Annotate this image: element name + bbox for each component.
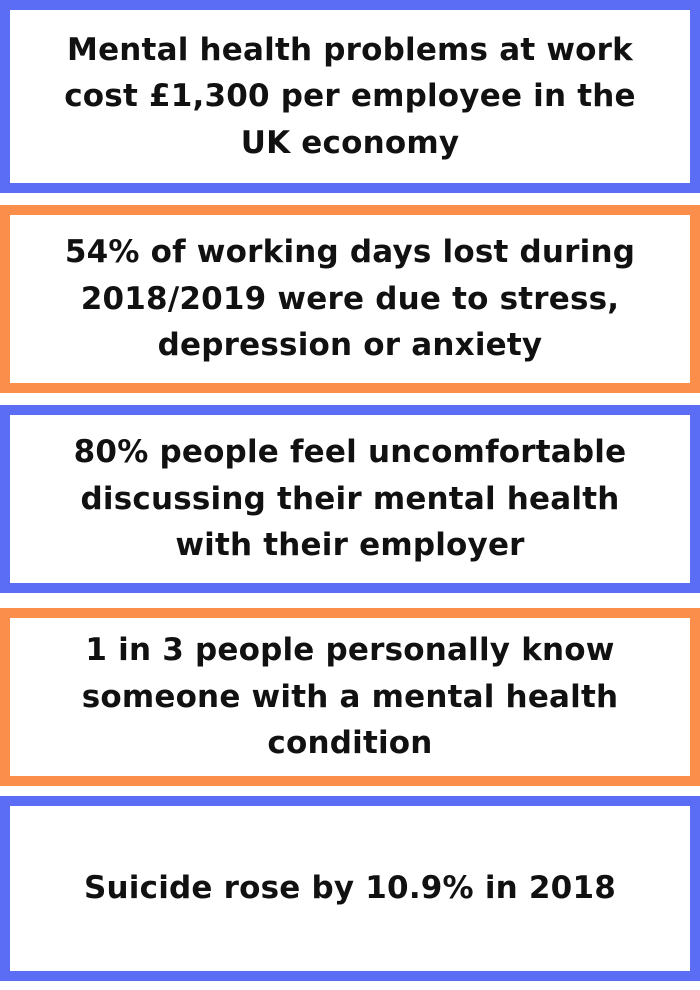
stat-box-working-days-lost [0, 205, 700, 393]
stat-text-suicide-rate: Suicide rose by 10.9% in 2018 [84, 870, 616, 907]
stat-text-work-cost: Mental health problems at work cost £1,300 per employee in the UK economy [64, 31, 636, 161]
stat-text-know-someone: 1 in 3 people personally know someone with a mental health condition [81, 632, 619, 762]
stat-box-work-cost [0, 0, 700, 193]
stat-text-working-days-lost: 54% of working days lost during 2018/2019 were due to stress, depression or anxiety [64, 234, 636, 364]
stat-box-uncomfortable-discussing [0, 405, 700, 593]
stat-box-suicide-rate [0, 796, 700, 981]
stat-box-know-someone [0, 608, 700, 786]
stat-text-uncomfortable-discussing: 80% people feel uncomfortable discussing their mental health with their employer [73, 434, 627, 564]
